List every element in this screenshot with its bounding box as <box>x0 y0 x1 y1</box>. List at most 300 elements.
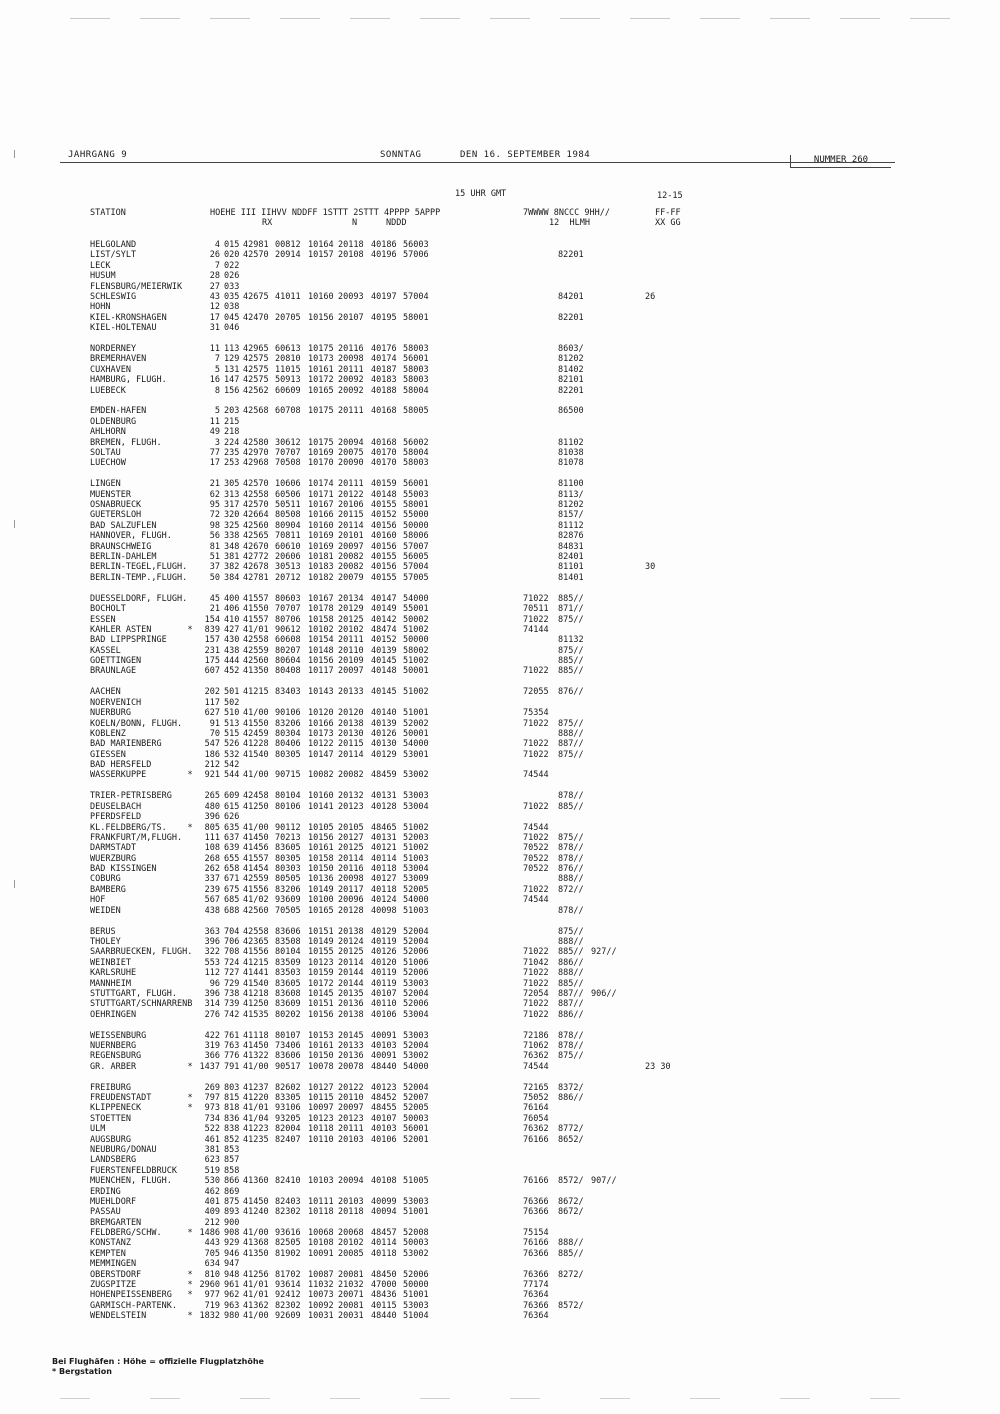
station-name: BOCHOLT <box>90 604 126 615</box>
iihvv-group: 41557 <box>243 853 269 864</box>
cloud-group: 888// <box>558 1238 584 1249</box>
table-row <box>90 1083 910 1093</box>
station-height: 70 <box>209 728 220 739</box>
pressure-group: 40124 <box>371 895 397 906</box>
station-height: 49 <box>209 427 220 438</box>
tendency-group: 58001 <box>403 500 429 511</box>
mountain-station-marker: * <box>187 1061 193 1072</box>
table-row <box>90 989 910 999</box>
station-name: SOLTAU <box>90 448 121 459</box>
station-name: GUETERSLOH <box>90 510 142 521</box>
station-height: 262 <box>204 864 220 875</box>
temperature-group: 10068 <box>308 1228 334 1239</box>
pressure-group: 40183 <box>371 375 397 386</box>
table-row <box>90 271 910 281</box>
station-name: HANNOVER, FLUGH. <box>90 531 172 542</box>
tendency-group: 53002 <box>403 1051 429 1062</box>
wind-group: 80305 <box>275 749 301 760</box>
station-index: 947 <box>224 1259 240 1270</box>
weather-group: 75354 <box>523 708 549 719</box>
station-index: 908 <box>224 1228 240 1239</box>
wind-group: 80603 <box>275 593 301 604</box>
station-name: HOF <box>90 895 106 906</box>
station-height: 117 <box>204 697 220 708</box>
wind-group: 11015 <box>275 364 301 375</box>
iihvv-group: 41454 <box>243 864 269 875</box>
mountain-station-marker: * <box>187 1311 193 1322</box>
dewpoint-group: 20118 <box>338 240 364 250</box>
table-row <box>90 1041 910 1051</box>
cloud-group: 878// <box>558 843 584 854</box>
cloud-group: 885// <box>558 656 584 667</box>
dewpoint-group: 20122 <box>338 1082 364 1093</box>
iihvv-group: 41215 <box>243 687 269 698</box>
wind-group: 80706 <box>275 614 301 625</box>
tendency-group: 51002 <box>403 624 429 635</box>
pressure-group: 40098 <box>371 905 397 916</box>
station-name: MANNHEIM <box>90 978 131 989</box>
iihvv-group: 41237 <box>243 1082 269 1093</box>
dewpoint-group: 20079 <box>338 572 364 583</box>
station-name: STUTTGART, FLUGH. <box>90 988 177 999</box>
weather-group: 71022 <box>523 999 549 1010</box>
iihvv-group: 42568 <box>243 406 269 417</box>
pressure-group: 40107 <box>371 988 397 999</box>
station-name: WEISSENBURG <box>90 1030 147 1041</box>
cloud-group: 8572/ <box>558 1176 584 1187</box>
station-index: 675 <box>224 884 240 895</box>
station-height: 3 <box>214 437 220 448</box>
pressure-group: 40155 <box>371 552 397 563</box>
cloud-group: 888// <box>558 968 584 979</box>
station-index: 348 <box>224 541 240 552</box>
station-index: 961 <box>224 1280 240 1291</box>
temperature-group: 10160 <box>308 291 334 302</box>
table-row <box>90 833 910 843</box>
pressure-group: 40152 <box>371 510 397 521</box>
weather-group: 76166 <box>523 1176 549 1187</box>
dewpoint-group: 20133 <box>338 687 364 698</box>
dewpoint-group: 20115 <box>338 739 364 750</box>
temperature-group: 11032 <box>308 1280 334 1291</box>
dewpoint-group: 20105 <box>338 822 364 833</box>
station-group <box>90 927 910 1021</box>
tendency-group: 56001 <box>403 479 429 490</box>
cloud-group: 8603/ <box>558 344 584 355</box>
cloud-group: 82401 <box>558 552 584 563</box>
temperature-group: 10150 <box>308 864 334 875</box>
station-name: KOELN/BONN, FLUGH. <box>90 718 183 729</box>
iihvv-group: 42575 <box>243 375 269 386</box>
cloud-group: 82101 <box>558 375 584 386</box>
temperature-group: 10110 <box>308 1134 334 1145</box>
gust-group: 23 30 <box>645 1061 671 1072</box>
station-index: 609 <box>224 791 240 802</box>
tendency-group: 52004 <box>403 1040 429 1051</box>
cloud-group: 875// <box>558 832 584 843</box>
station-index: 430 <box>224 635 240 646</box>
tendency-group: 56005 <box>403 552 429 563</box>
cloud-group: 876// <box>558 864 584 875</box>
dewpoint-group: 20123 <box>338 801 364 812</box>
wind-group: 30513 <box>275 562 301 573</box>
wind-group: 80107 <box>275 1030 301 1041</box>
station-index: 513 <box>224 718 240 729</box>
footnotes <box>52 1357 264 1376</box>
weather-group: 75154 <box>523 1228 549 1239</box>
cloud-group: 82876 <box>558 531 584 542</box>
wind-group: 80305 <box>275 853 301 864</box>
dewpoint-group: 20068 <box>338 1228 364 1239</box>
iihvv-group: 42570 <box>243 500 269 511</box>
iihvv-group: 41/04 <box>243 1113 269 1124</box>
station-group <box>90 1083 910 1322</box>
dewpoint-group: 20111 <box>338 364 364 375</box>
tendency-group: 52006 <box>403 968 429 979</box>
station-height: 175 <box>204 656 220 667</box>
pressure-group: 40155 <box>371 572 397 583</box>
table-row <box>90 500 910 510</box>
pressure-group: 40148 <box>371 489 397 500</box>
tendency-group: 56002 <box>403 437 429 448</box>
wind-group: 80106 <box>275 801 301 812</box>
tendency-group: 51003 <box>403 853 429 864</box>
station-index: 313 <box>224 489 240 500</box>
scan-artifact-top <box>70 18 950 19</box>
table-row <box>90 542 910 552</box>
station-name: FRANKFURT/M,FLUGH. <box>90 832 183 843</box>
tendency-group: 55000 <box>403 510 429 521</box>
station-name: OEHRINGEN <box>90 1009 137 1020</box>
pressure-group: 40127 <box>371 874 397 885</box>
iihvv-group: 41250 <box>243 999 269 1010</box>
tendency-group: 52004 <box>403 1082 429 1093</box>
station-height: 381 <box>204 1144 220 1155</box>
pressure-group: 40140 <box>371 708 397 719</box>
table-row <box>90 365 910 375</box>
station-height: 212 <box>204 760 220 771</box>
temperature-group: 10082 <box>308 770 334 781</box>
pressure-group: 40142 <box>371 614 397 625</box>
dewpoint-group: 20138 <box>338 926 364 937</box>
temperature-group: 10170 <box>308 458 334 469</box>
table-row <box>90 927 910 937</box>
wind-group: 20712 <box>275 572 301 583</box>
dewpoint-group: 20103 <box>338 1134 364 1145</box>
airport-height-note: Bei Flughäfen : Höhe = offizielle Flugplatzhöhe <box>52 1357 264 1366</box>
tendency-group: 58001 <box>403 312 429 323</box>
iihvv-group: 42559 <box>243 874 269 885</box>
dewpoint-group: 20129 <box>338 604 364 615</box>
station-name: WENDELSTEIN <box>90 1311 147 1322</box>
station-height: 265 <box>204 791 220 802</box>
station-height: 11 <box>209 416 220 427</box>
iihvv-group: 41350 <box>243 666 269 677</box>
station-index: 685 <box>224 895 240 906</box>
station-index: 235 <box>224 448 240 459</box>
iihvv-group: 41/01 <box>243 1280 269 1291</box>
station-index: 626 <box>224 812 240 823</box>
iihvv-group: 42558 <box>243 489 269 500</box>
table-row <box>90 1166 910 1176</box>
iihvv-group: 41218 <box>243 988 269 999</box>
pressure-group: 40121 <box>371 843 397 854</box>
table-row <box>90 573 910 583</box>
station-index: 325 <box>224 520 240 531</box>
iihvv-group: 41540 <box>243 978 269 989</box>
temperature-group: 10118 <box>308 1124 334 1135</box>
station-height: 21 <box>209 479 220 490</box>
station-height: 396 <box>204 988 220 999</box>
station-index: 836 <box>224 1113 240 1124</box>
iihvv-group: 41240 <box>243 1207 269 1218</box>
iihvv-group: 42981 <box>243 240 269 250</box>
station-name: FUERSTENFELDBRUCK <box>90 1165 177 1176</box>
table-row <box>90 968 910 978</box>
station-index: 510 <box>224 708 240 719</box>
station-index: 427 <box>224 624 240 635</box>
gust-column-header: FF-FF <box>655 208 681 218</box>
iihvv-group: 41550 <box>243 604 269 615</box>
station-height: 212 <box>204 1217 220 1228</box>
iihvv-group: 41223 <box>243 1124 269 1135</box>
station-index: 869 <box>224 1186 240 1197</box>
station-name: KONSTANZ <box>90 1238 131 1249</box>
tendency-group: 51001 <box>403 708 429 719</box>
station-name: KEMPTEN <box>90 1248 126 1259</box>
station-height: 8 <box>214 385 220 396</box>
pressure-group: 40123 <box>371 1082 397 1093</box>
wind-group: 83606 <box>275 926 301 937</box>
station-height: 11 <box>209 344 220 355</box>
station-height: 547 <box>204 739 220 750</box>
pressure-group: 40156 <box>371 562 397 573</box>
temperature-group: 10141 <box>308 801 334 812</box>
station-height: 96 <box>209 978 220 989</box>
table-row <box>90 521 910 531</box>
temperature-group: 10153 <box>308 1030 334 1041</box>
dewpoint-group: 20118 <box>338 1207 364 1218</box>
station-name: NUERBURG <box>90 708 131 719</box>
station-height: 422 <box>204 1030 220 1041</box>
station-name: WEIDEN <box>90 905 121 916</box>
tendency-group: 54000 <box>403 739 429 750</box>
cloud-group: 81038 <box>558 448 584 459</box>
tendency-group: 52006 <box>403 1269 429 1280</box>
tendency-group: 58003 <box>403 375 429 386</box>
station-height: 17 <box>209 312 220 323</box>
dewpoint-group: 20114 <box>338 957 364 968</box>
table-row <box>90 635 910 645</box>
cloud-group: 885// <box>558 593 584 604</box>
station-index: 866 <box>224 1176 240 1187</box>
station-index: 033 <box>224 281 240 292</box>
station-height: 337 <box>204 874 220 885</box>
station-index: 875 <box>224 1196 240 1207</box>
temperature-group: 10078 <box>308 1061 334 1072</box>
table-row <box>90 250 910 260</box>
cloud-group: 886// <box>558 1093 584 1104</box>
station-name: LIST/SYLT <box>90 250 137 261</box>
station-index: 203 <box>224 406 240 417</box>
iihvv-group: 41/00 <box>243 822 269 833</box>
weather-group: 76054 <box>523 1113 549 1124</box>
table-row <box>90 1135 910 1145</box>
station-height: 43 <box>209 291 220 302</box>
table-row <box>90 1062 910 1072</box>
station-name: EMDEN-HAFEN <box>90 406 147 417</box>
dewpoint-group: 20116 <box>338 864 364 875</box>
temperature-group: 10175 <box>308 437 334 448</box>
gust-subheader: XX GG <box>655 218 681 228</box>
iihvv-group: 41557 <box>243 614 269 625</box>
temperature-group: 10151 <box>308 999 334 1010</box>
temperature-group: 10087 <box>308 1269 334 1280</box>
dewpoint-group: 20135 <box>338 988 364 999</box>
tendency-group: 51002 <box>403 822 429 833</box>
wind-group: 80406 <box>275 739 301 750</box>
station-height: 734 <box>204 1113 220 1124</box>
wind-group: 73406 <box>275 1040 301 1051</box>
station-name: STUTTGART/SCHNARRENB <box>90 999 193 1010</box>
wind-group: 83206 <box>275 718 301 729</box>
cloud-group: 878// <box>558 1030 584 1041</box>
tendency-group: 53002 <box>403 770 429 781</box>
iihvv-group: 42580 <box>243 437 269 448</box>
pressure-group: 40174 <box>371 354 397 365</box>
station-index: 501 <box>224 687 240 698</box>
table-row <box>90 344 910 354</box>
iihvv-group: 42562 <box>243 385 269 396</box>
iihvv-group: 41228 <box>243 739 269 750</box>
station-index: 382 <box>224 562 240 573</box>
iihvv-group: 42560 <box>243 905 269 916</box>
dewpoint-group: 20124 <box>338 936 364 947</box>
weather-group: 71022 <box>523 884 549 895</box>
station-index: 658 <box>224 864 240 875</box>
observation-time: 15 UHR GMT <box>455 189 507 199</box>
station-name: BERUS <box>90 926 116 937</box>
wind-group: 90612 <box>275 624 301 635</box>
cloud-group: 875// <box>558 645 584 656</box>
wind-group: 80408 <box>275 666 301 677</box>
dewpoint-group: 20125 <box>338 843 364 854</box>
weather-group: 74544 <box>523 770 549 781</box>
cloud-group: 888// <box>558 728 584 739</box>
table-row <box>90 604 910 614</box>
station-height: 81 <box>209 541 220 552</box>
pressure-group: 40119 <box>371 936 397 947</box>
station-index: 738 <box>224 988 240 999</box>
station-index: 444 <box>224 656 240 667</box>
pressure-group: 40099 <box>371 1196 397 1207</box>
dewpoint-group: 20098 <box>338 354 364 365</box>
dewpoint-group: 20106 <box>338 500 364 511</box>
temperature-group: 10172 <box>308 375 334 386</box>
cloud-group: 875// <box>558 718 584 729</box>
station-height: 519 <box>204 1165 220 1176</box>
dewpoint-group: 20144 <box>338 978 364 989</box>
iihvv-group: 42575 <box>243 364 269 375</box>
station-height: 98 <box>209 520 220 531</box>
weather-group: 70511 <box>523 604 549 615</box>
station-height: 269 <box>204 1082 220 1093</box>
table-row <box>90 1218 910 1228</box>
station-height: 62 <box>209 489 220 500</box>
pressure-group: 40197 <box>371 291 397 302</box>
weather-group: 71022 <box>523 968 549 979</box>
station-index: 815 <box>224 1093 240 1104</box>
temperature-group: 10149 <box>308 936 334 947</box>
station-name: BAD LIPPSPRINGE <box>90 635 167 646</box>
station-index: 637 <box>224 832 240 843</box>
station-name: LECK <box>90 260 111 271</box>
temperature-group: 10178 <box>308 604 334 615</box>
wind-group: 80202 <box>275 1009 301 1020</box>
cloud-group: 82201 <box>558 385 584 396</box>
rx-subheader: RX <box>262 218 273 228</box>
cloud-group: 81401 <box>558 572 584 583</box>
station-height: 623 <box>204 1155 220 1166</box>
station-index: 035 <box>224 291 240 302</box>
weather-group: 76164 <box>523 1103 549 1114</box>
station-height: 973 <box>204 1103 220 1114</box>
nddd-subheader: NDDD <box>386 218 407 228</box>
station-height: 627 <box>204 708 220 719</box>
station-index: 022 <box>224 260 240 271</box>
iihvv-group: 41450 <box>243 1040 269 1051</box>
cloud-group: 878// <box>558 853 584 864</box>
cloud-group: 81402 <box>558 364 584 375</box>
cloud-group: 887// <box>558 988 584 999</box>
tendency-group: 58003 <box>403 364 429 375</box>
iihvv-group: 42558 <box>243 635 269 646</box>
station-index: 253 <box>224 458 240 469</box>
cloud-group: 8157/ <box>558 510 584 521</box>
station-height: 4 <box>214 240 220 250</box>
pressure-group: 40131 <box>371 832 397 843</box>
cloud-group: 81102 <box>558 437 584 448</box>
period-label: 12-15 <box>657 191 683 201</box>
station-name: OLDENBURG <box>90 416 137 427</box>
iihvv-group: 41/01 <box>243 1103 269 1114</box>
temperature-group: 10108 <box>308 1238 334 1249</box>
table-row <box>90 510 910 520</box>
cloud-group: 81132 <box>558 635 584 646</box>
station-name: FLENSBURG/MEIERWIK <box>90 281 183 292</box>
weather-group: 72186 <box>523 1030 549 1041</box>
dewpoint-group: 20071 <box>338 1290 364 1301</box>
cloud-group: 81202 <box>558 500 584 511</box>
pressure-group: 48459 <box>371 770 397 781</box>
station-name: KAHLER ASTEN <box>90 624 152 635</box>
wind-group: 82302 <box>275 1300 301 1311</box>
wind-group: 93616 <box>275 1228 301 1239</box>
station-index: 026 <box>224 271 240 282</box>
iihvv-group: 41/00 <box>243 708 269 719</box>
station-height: 231 <box>204 645 220 656</box>
station-height: 111 <box>204 832 220 843</box>
station-height: 91 <box>209 718 220 729</box>
wind-group: 81902 <box>275 1248 301 1259</box>
table-row <box>90 843 910 853</box>
wind-group: 80303 <box>275 864 301 875</box>
synop-observation-table <box>90 240 910 1332</box>
iihvv-group: 42670 <box>243 541 269 552</box>
weather-group: 71062 <box>523 1040 549 1051</box>
station-index: 948 <box>224 1269 240 1280</box>
temperature-group: 10105 <box>308 822 334 833</box>
